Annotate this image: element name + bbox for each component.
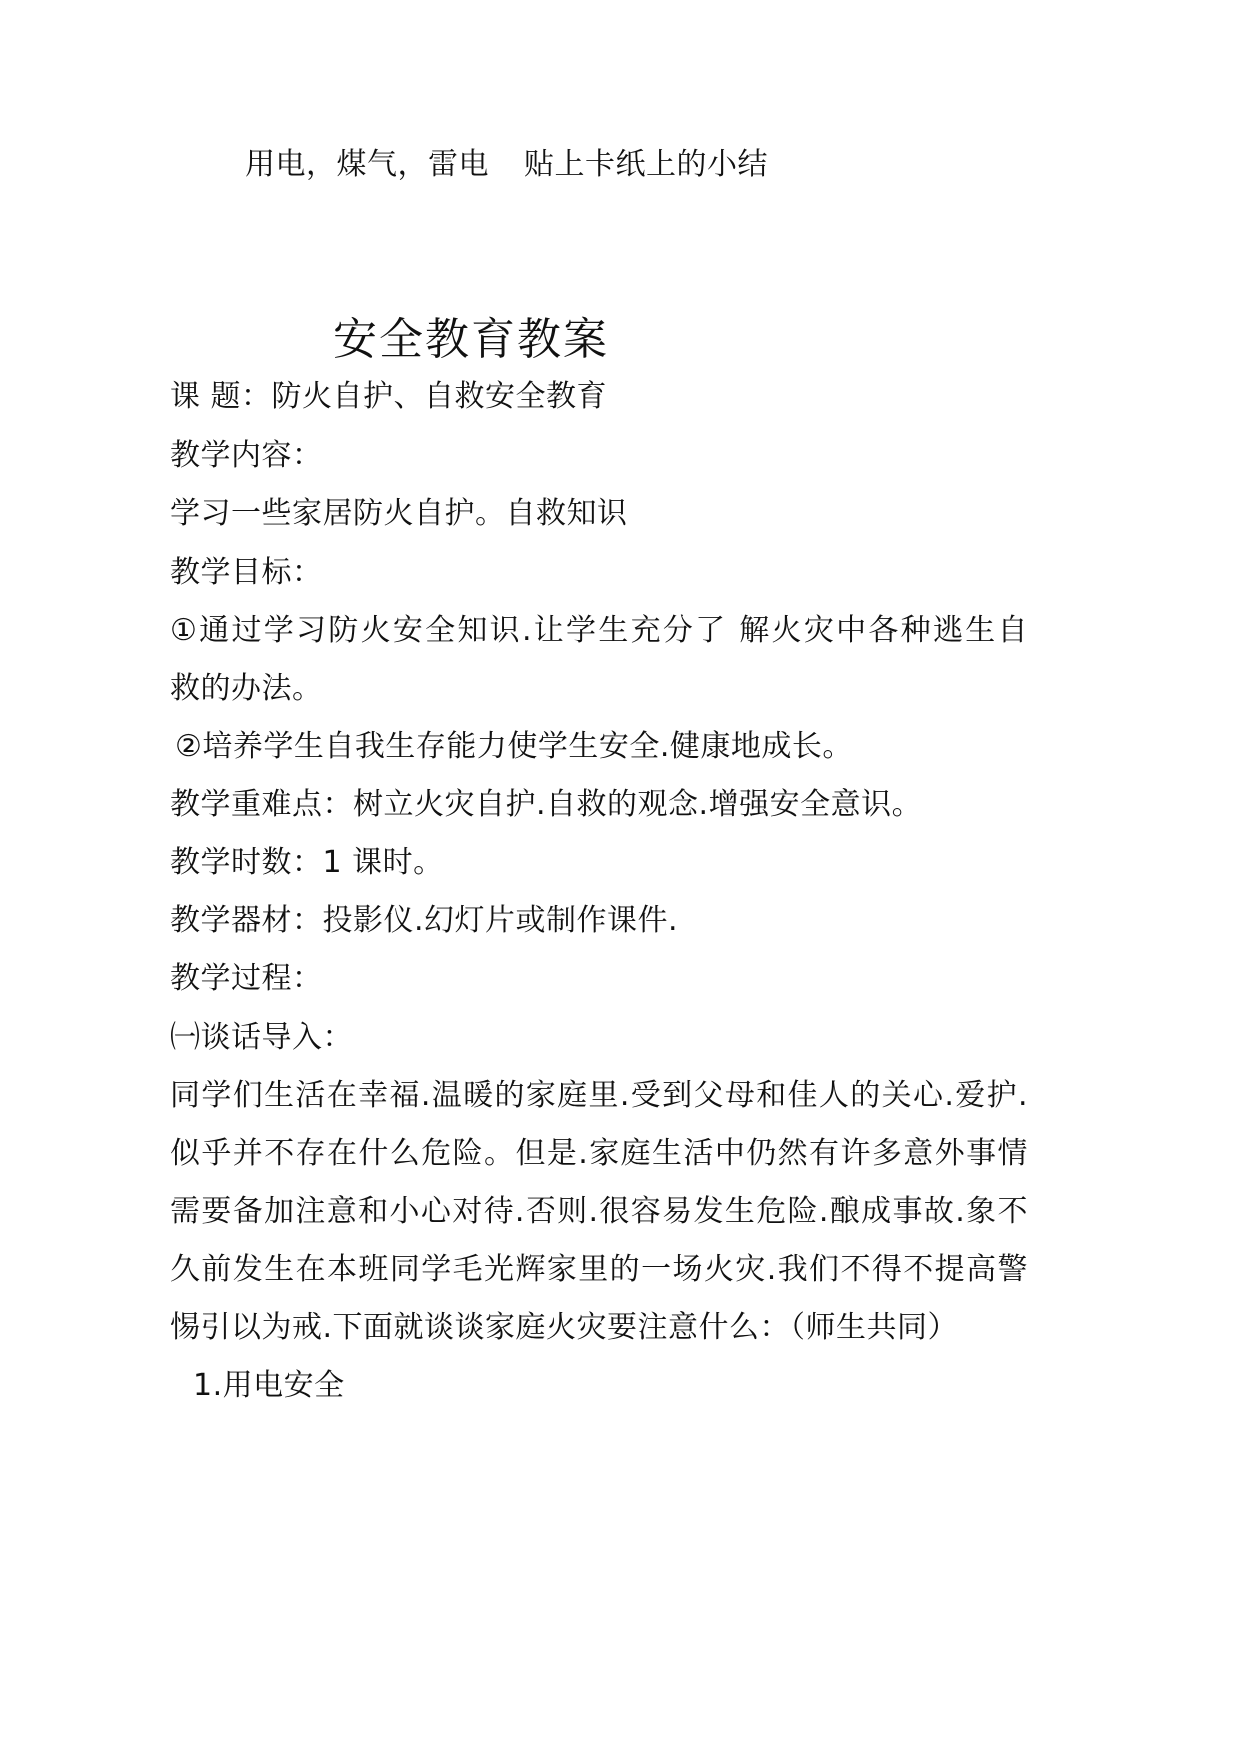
process-label: 教学过程： — [170, 961, 323, 996]
teaching-hours: 教学时数：1 课时。 — [170, 845, 444, 880]
content-label: 教学内容： — [170, 438, 323, 473]
intro-paragraph-line-4: 久前发生在本班同学毛光辉家里的一场火灾.我们不得不提高警 — [170, 1252, 1028, 1287]
goal-1-line-2: 救的办法。 — [170, 671, 323, 706]
header-note-topics: 用电，煤气，雷电 — [245, 147, 489, 182]
list-item-electricity-safety: 1.用电安全 — [193, 1368, 345, 1403]
content-text: 学习一些家居防火自护。自救知识 — [170, 496, 628, 531]
intro-paragraph-line-1: 同学们生活在幸福.温暖的家庭里.受到父母和佳人的关心.爱护. — [170, 1078, 1028, 1113]
intro-paragraph-line-3: 需要备加注意和小心对待.否则.很容易发生危险.酿成事故.象不 — [170, 1194, 1028, 1229]
intro-paragraph-line-2: 似乎并不存在什么危险。但是.家庭生活中仍然有许多意外事情 — [170, 1136, 1028, 1171]
intro-paragraph-line-5: 惕引以为戒.下面就谈谈家庭火灾要注意什么：（师生共同） — [170, 1310, 959, 1345]
header-note-summary: 贴上卡纸上的小结 — [524, 147, 768, 182]
teaching-equipment: 教学器材：投影仪.幻灯片或制作课件. — [170, 903, 679, 938]
goals-label: 教学目标： — [170, 555, 323, 590]
key-points: 教学重难点：树立火灾自护.自救的观念.增强安全意识。 — [170, 787, 923, 822]
page-title: 安全教育教案 — [333, 314, 609, 365]
intro-label: ㈠谈话导入： — [170, 1020, 353, 1055]
goal-2: ②培养学生自我生存能力使学生安全.健康地成长。 — [175, 729, 853, 764]
lesson-subject: 课 题：防火自护、自救安全教育 — [170, 379, 608, 414]
goal-1-line-1: ①通过学习防火安全知识.让学生充分了 解火灾中各种逃生自 — [170, 613, 1028, 648]
